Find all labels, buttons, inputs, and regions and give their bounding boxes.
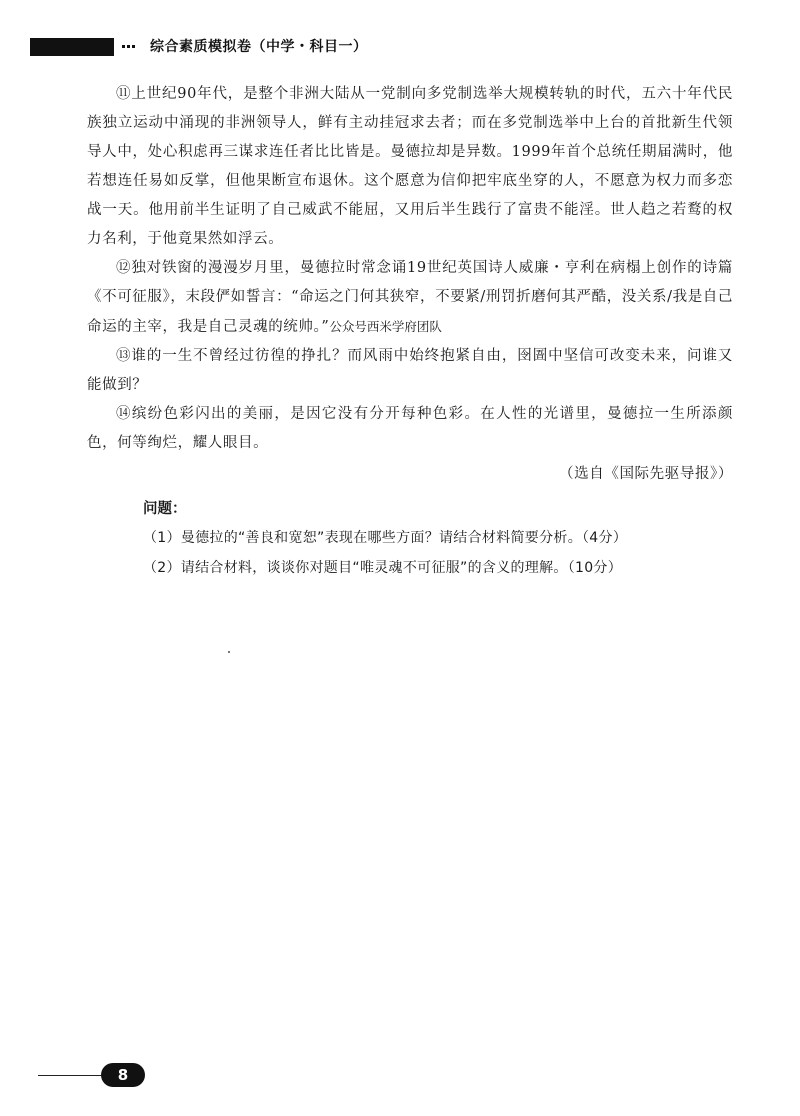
header-black-bar [30, 38, 114, 56]
header-dot-marks [122, 45, 136, 48]
article-paragraph-12 [87, 254, 733, 342]
paragraph-text: ⑪上世纪90年代，是整个非洲大陆从一党制向多党制选举大规模转轨的时代，五六十年代民族独立运动中涌现的非洲领导人，鲜有主动挂冠求去者；而在多党制选举中上台的首批新生代领导人中，处心积虑再三谋求连任者比比皆是。曼德拉却是异数。1999年首个总统任期届满时，他若想连任易如反掌，但他果断宣布退休。这个愿意为信仰把牢底坐穿的人，不愿意为权力而多恋战一天。他用前半生证明了自己威武不能屈，又用后半生践行了富贵不能淫。世人趋之若鹜的权力名利，于他竟果然如浮云。 [87, 86, 733, 247]
article-paragraph-13 [87, 342, 733, 400]
article-source: （选自《国际先驱导报》） [559, 466, 733, 482]
paragraph-text: ⑬谁的一生不曾经过彷徨的挣扎？而风雨中始终抱紧自由，囹圄中坚信可改变未来，问谁又能做到？ [87, 348, 733, 393]
page-number-badge: 8 [101, 1063, 145, 1087]
watermark-text: 公众号西米学府团队 [329, 319, 442, 334]
article-paragraph-14 [87, 400, 733, 458]
questions-heading: 问题： [143, 501, 187, 517]
question-item-1: （1）曼德拉的“善良和宽恕”表现在哪些方面？请结合材料简要分析。（4分） [143, 530, 628, 546]
header-title: 综合素质模拟卷（中学・科目一） [150, 39, 368, 55]
scan-speck [228, 651, 230, 653]
paragraph-text: ⑭缤纷色彩闪出的美丽，是因它没有分开每种色彩。在人性的光谱里，曼德拉一生所添颜色，何等绚烂，耀人眼目。 [87, 406, 733, 451]
page-header [30, 36, 730, 58]
page-content [87, 80, 733, 583]
article-paragraph-11 [87, 80, 733, 254]
paragraph-text: ⑫独对铁窗的漫漫岁月里，曼德拉时常念诵19世纪英国诗人威廉・亨利在病榻上创作的诗篇《不可征服》，末段俨如誓言：“命运之门何其狭窄，不要紧/刑罚折磨何其严酷，没关系/我是自己命运的主宰，我是自己灵魂的统帅。” [87, 260, 733, 335]
question-item-2: （2）请结合材料，谈谈你对题目“唯灵魂不可征服”的含义的理解。（10分） [143, 560, 623, 576]
